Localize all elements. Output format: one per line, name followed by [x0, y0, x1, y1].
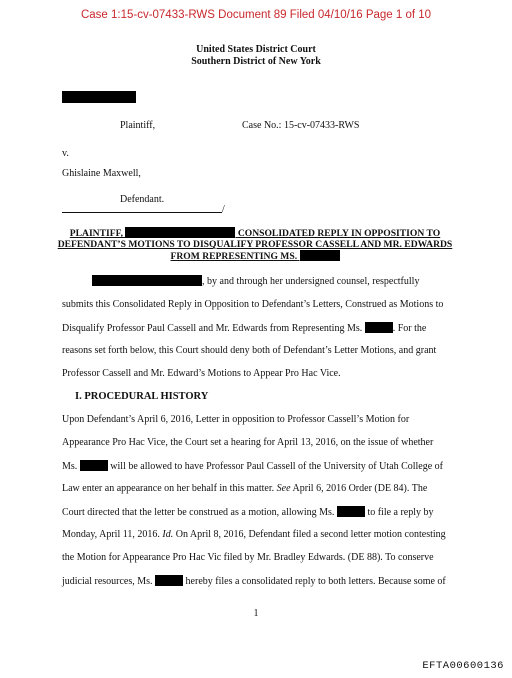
defendant-label: Defendant. [120, 194, 165, 205]
title-part1: PLAINTIFF, [69, 228, 123, 239]
defendant-name: Ghislaine Maxwell, [62, 168, 141, 179]
case-number: Case No.: 15-cv-07433-RWS [242, 120, 360, 131]
body-line-4: reasons set forth below, this Court should deny both of Defendant’s Letter Motions, and grant [62, 345, 437, 356]
document-title [55, 227, 455, 262]
history-line-7: the Motion for Appearance Pro Hac Vic filed by Mr. Bradley Edwards. (DE 88). To conserve [62, 552, 434, 563]
caption-rule-end: / [222, 204, 225, 215]
redaction-body-2 [365, 322, 393, 333]
history-line-5: Court directed that the letter be construed as a motion, allowing Ms. to file a reply by [62, 507, 434, 518]
history-line-2: Appearance Pro Hac Vice, the Court set a hearing for April 13, 2016, on the issue of whether [62, 437, 434, 448]
history-line-3: Ms. will be allowed to have Professor Paul Cassell of the University of Utah College of [62, 461, 444, 472]
court-name-line1: United States District Court [196, 44, 316, 55]
body-line-3: Disqualify Professor Paul Cassell and Mr. Edwards from Representing Ms. . For the [62, 323, 427, 334]
history-line-6: Monday, April 11, 2016. Id. On April 8, 2016, Defendant filed a second letter motion contesting [62, 529, 446, 540]
page-number: 1 [253, 608, 259, 619]
caption-rule [62, 212, 222, 213]
redaction-body-1 [92, 275, 202, 286]
redaction-plaintiff-name [62, 91, 136, 103]
redaction-history-2 [337, 506, 365, 517]
redaction-history-1 [80, 460, 108, 471]
title-part2: CONSOLIDATED REPLY IN OPPOSITION TO DEFENDANT’S MOTIONS TO DISQUALIFY PROFESSOR CASSELL AND MR. EDWARDS FROM REPRESENTING MS. [57, 228, 453, 262]
body-line-1: , by and through her undersigned counsel, respectfully [92, 275, 419, 287]
section-heading: I. PROCEDURAL HISTORY [75, 391, 209, 402]
versus: v. [62, 148, 69, 159]
history-line-1: Upon Defendant’s April 6, 2016, Letter in opposition to Professor Cassell’s Motion for [62, 414, 410, 425]
body-line-2: submits this Consolidated Reply in Opposition to Defendant’s Letters, Construed as Motions to [62, 299, 444, 310]
case-header-stamp: Case 1:15-cv-07433-RWS Document 89 Filed 04/10/16 Page 1 of 10 [80, 9, 432, 21]
court-name-line2: Southern District of New York [191, 56, 321, 67]
redaction-history-3 [155, 575, 183, 586]
plaintiff-label: Plaintiff, [120, 120, 156, 131]
history-line-8: judicial resources, Ms. hereby files a consolidated reply to both letters. Because some of [62, 576, 446, 587]
bates-number: EFTA00600136 [422, 660, 504, 672]
body-line-5: Professor Cassell and Mr. Edward’s Motions to Appear Pro Hac Vice. [62, 368, 341, 379]
redaction-title-2 [300, 250, 340, 261]
history-line-4: Law enter an appearance on her behalf in this matter. See April 6, 2016 Order (DE 84). The [62, 483, 428, 494]
redaction-title-1 [125, 227, 235, 238]
